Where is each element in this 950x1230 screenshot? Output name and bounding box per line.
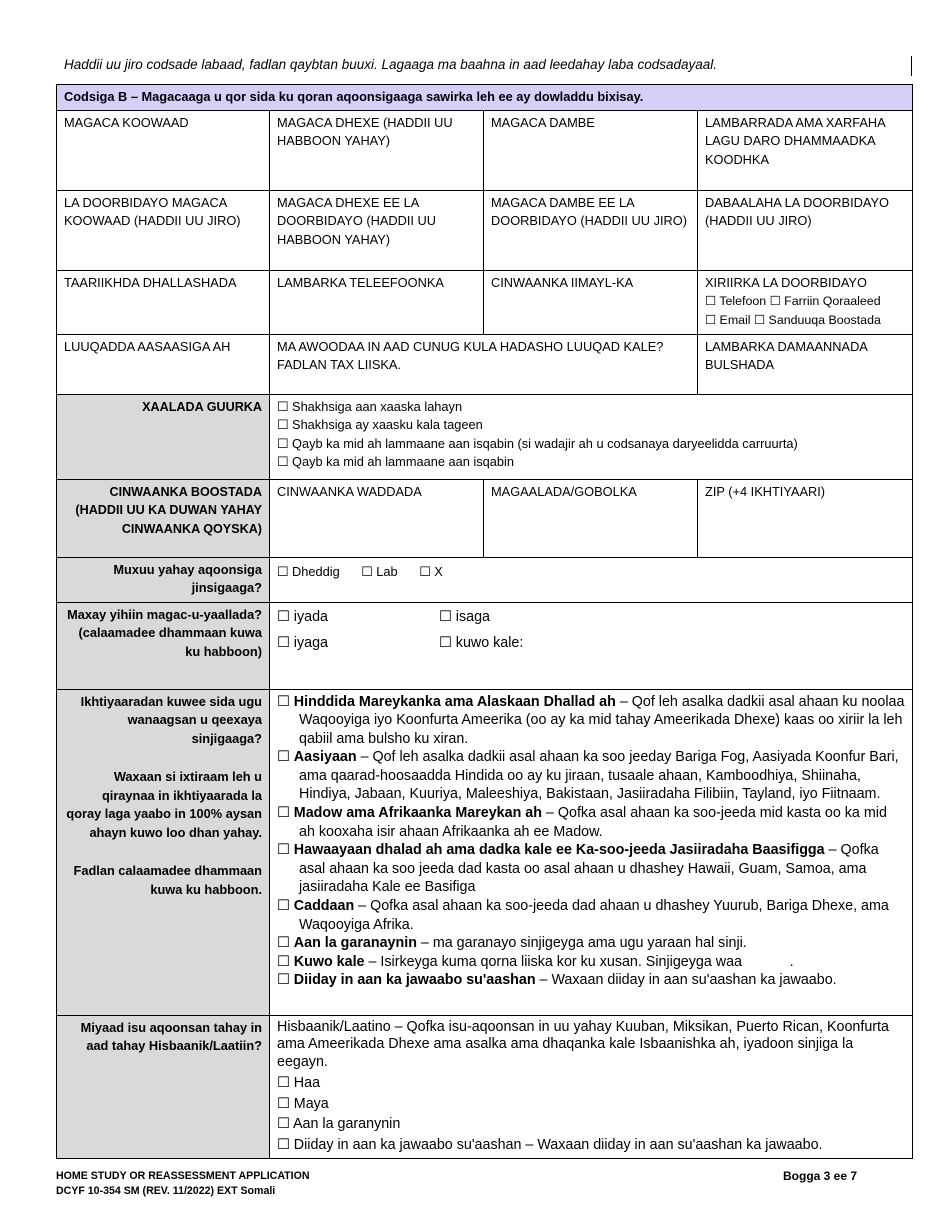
last-name-field[interactable] — [57, 110, 270, 190]
race-option-pacific-islander[interactable]: ☐ Hawaayaan dhalad ah ama dadka kale ee Ka-soo-jeeda Jasiiradaha Baasifigga – Qofka asal ahaan ka soo jeeda dad kasta oo asal ahaan u dhashey Hawaii, Guam, Samoa, ama jasiiradaha Kale ee Basifiga — [277, 842, 879, 896]
race-option-unknown[interactable]: ☐ Aan la garanaynin – ma garanayo sinjigeyga ama ugu yaraan hal sinji. — [277, 935, 747, 952]
section-title: Codsiga B – Magacaaga u qor sida ku qoran aqoonsigaaga sawirka leh ee ay dowladdu bixisay. — [57, 85, 913, 111]
form-code: DCYF 10-354 SM (REV. 11/2022) EXT Somali — [56, 1184, 276, 1197]
mailing-address-label: CINWAANKA BOOSTADA (HADDII UU KA DUWAN YAHAY CINWAANKA QOYSKA) — [57, 479, 270, 557]
preferred-middle-name-field[interactable] — [270, 190, 484, 270]
pronouns-label: Maxay yihiin magac-u-yaallada? (calaamadee dhammaan kuwa ku habboon) — [57, 602, 270, 689]
hispanic-unknown-checkbox[interactable]: ☐ Aan la garanynin — [277, 1116, 401, 1133]
middle-name-field[interactable] — [270, 110, 484, 190]
primary-language-label: LUUQADDA AASAASIGA AH — [64, 338, 231, 354]
race-label — [57, 689, 270, 1015]
marital-option-divorced[interactable]: ☐ Shakhsiga ay xaasku kala tageen — [277, 417, 483, 432]
gender-male-checkbox[interactable]: ☐ Lab — [361, 563, 398, 579]
marital-option-single[interactable]: ☐ Shakhsiga aan xaaska lahayn — [277, 398, 463, 414]
hispanic-label: Miyaad isu aqoonsan tahay in aad tahay Hisbaanik/Laatiin? — [57, 1015, 270, 1159]
city-state-field[interactable] — [484, 479, 698, 557]
gender-options — [270, 557, 913, 602]
contact-email-checkbox[interactable]: ☐ Email — [705, 312, 751, 327]
marital-status-options — [270, 394, 913, 479]
intro-note: Haddii uu jiro codsade labaad, fadlan qaybtan buuxi. Lagaaga ma baahna in aad leedahay laba codsadayaal. — [64, 57, 717, 72]
city-state-label: MAGAALADA/GOBOLKA — [491, 483, 637, 499]
email-label: CINWAANKA IIMAYL-KA — [491, 274, 634, 290]
preferred-pronoun-label: DABAALAHA LA DOORBIDAYO (HADDII UU JIRO) — [705, 194, 889, 228]
marital-option-unmarried-couple-joint[interactable]: ☐ Qayb ka mid ah lammaane aan isqabin (si wadajir ah u codsanaya daryeelidda carruurta) — [277, 435, 798, 451]
zip-label: ZIP (+4 IKHTIYAARI) — [705, 483, 826, 499]
pronoun-options — [270, 602, 913, 689]
zip-field[interactable] — [698, 479, 913, 557]
pronoun-other-checkbox[interactable]: ☐ kuwo kale: — [439, 634, 524, 651]
race-disclaimer: Waxaan si ixtiraam leh u qiraynaa in ikhtiyaarada la qoray laga yaabo in 100% aysan ahayn kuwo loo dhan yahay. — [66, 769, 262, 840]
hispanic-description: Hisbaanik/Laatino – Qofka isu-aqoonsan in uu yahay Kuuban, Miksikan, Puerto Rican, Koonfurta ama Ameerikada Dhexe ama asalka ama dhaqanka kale Isbaanishka ah, iyadoon sinjiga la eegayn. — [277, 1018, 889, 1070]
dob-label: TAARIIKHDA DHALLASHADA — [64, 274, 237, 290]
suffix-field[interactable] — [698, 110, 913, 190]
form-title: HOME STUDY OR REASSESSMENT APPLICATION — [56, 1170, 310, 1182]
hispanic-no-checkbox[interactable]: ☐ Maya — [277, 1095, 329, 1112]
preferred-middle-name-label: MAGACA DHEXE EE LA DOORBIDAYO (HADDII UU HABBOON YAHAY) — [277, 194, 437, 247]
race-option-asian[interactable]: ☐ Aasiyaan – Qof leh asalka dadkii asal ahaan ka soo jeeday Bariga Fog, Aasiyada Koonfur Bari, ama qaarad-hoosaadda Hindida oo ay ku jiraan, tusaale ahaan, Kamboodhiya, Shiinaha, Hindiya, Jabaan, Kuuriya, Maleeshiya, Bakistaan, Jasiiradaha Filibiin, Tayland, iyo Fiitnaam. — [277, 749, 899, 803]
preferred-pronoun-field[interactable] — [698, 190, 913, 270]
suffix-label: LAMBARRADA AMA XARFAHA LAGU DARO DHAMMAADKA KOODHKA — [705, 114, 885, 167]
pronoun-she-checkbox[interactable]: ☐ iyada — [277, 608, 328, 625]
phone-label: LAMBARKA TELEEFOONKA — [277, 274, 444, 290]
hispanic-yes-checkbox[interactable]: ☐ Haa — [277, 1075, 321, 1092]
applicant-b-form — [56, 84, 913, 1159]
preferred-first-name-label: MAGACA DAMBE EE LA DOORBIDAYO (HADDII UU JIRO) — [491, 194, 687, 228]
preferred-last-name-label: LA DOORBIDAYO MAGACA KOOWAAD (HADDII UU JIRO) — [64, 194, 241, 228]
form-footer — [56, 1169, 310, 1198]
pronoun-they-checkbox[interactable]: ☐ iyaga — [277, 634, 328, 651]
gender-label: Muxuu yahay aqoonsiga jinsigaaga? — [57, 557, 270, 602]
preferred-contact-field — [698, 270, 913, 334]
first-name-field[interactable] — [484, 110, 698, 190]
preferred-first-name-field[interactable] — [484, 190, 698, 270]
contact-mail-checkbox[interactable]: ☐ Sanduuqa Boostada — [754, 312, 881, 327]
email-field[interactable] — [484, 270, 698, 334]
contact-text-checkbox[interactable]: ☐ Farriin Qoraaleed — [769, 294, 881, 308]
page-number: Bogga 3 ee 7 — [783, 1169, 858, 1183]
other-language-field[interactable] — [270, 334, 698, 394]
race-options — [270, 689, 913, 1015]
marital-option-unmarried-couple[interactable]: ☐ Qayb ka mid ah lammaane aan isqabin — [277, 454, 514, 469]
pronoun-he-checkbox[interactable]: ☐ isaga — [439, 608, 490, 625]
contact-phone-checkbox[interactable]: ☐ Telefoon — [705, 294, 767, 308]
race-option-other[interactable]: ☐ Kuwo kale – Isirkeyga kuma qorna liiska kor ku xusan. Sinjigeyga waa . — [277, 953, 794, 970]
hispanic-declined-checkbox[interactable]: ☐ Diiday in aan ka jawaabo su'aashan – Waxaan diiday in aan su'aashan ka jawaabo. — [277, 1136, 823, 1153]
last-name-label: MAGACA KOOWAAD — [64, 114, 189, 130]
other-language-label: MA AWOODAA IN AAD CUNUG KULA HADASHO LUUQAD KALE? FADLAN TAX LIISKA. — [277, 338, 664, 372]
middle-name-label: MAGACA DHEXE (HADDII UU HABBOON YAHAY) — [277, 114, 453, 148]
preferred-contact-label: XIRIIRKA LA DOORBIDAYO — [705, 274, 867, 290]
ssn-field[interactable] — [698, 334, 913, 394]
street-field[interactable] — [270, 479, 484, 557]
phone-field[interactable] — [270, 270, 484, 334]
primary-language-field[interactable] — [57, 334, 270, 394]
preferred-last-name-field[interactable] — [57, 190, 270, 270]
marital-status-label: XAALADA GUURKA — [57, 394, 270, 479]
gender-x-checkbox[interactable]: ☐ X — [419, 563, 443, 579]
ssn-label: LAMBARKA DAMAANNADA BULSHADA — [705, 338, 868, 372]
dob-field[interactable] — [57, 270, 270, 334]
first-name-label: MAGACA DAMBE — [491, 114, 595, 130]
margin-bar — [911, 56, 912, 76]
race-option-declined[interactable]: ☐ Diiday in aan ka jawaabo su'aashan – Waxaan diiday in aan su'aashan ka jawaabo. — [277, 972, 837, 989]
race-question: Ikhtiyaaradan kuwee sida ugu wanaagsan u qeexaya sinjigaaga? — [80, 693, 262, 746]
race-option-white[interactable]: ☐ Caddaan – Qofka asal ahaan ka soo-jeeda dad ahaan u dhashey Yuurub, Bariga Dhexe, ama Waqooyiga Afrika. — [277, 898, 889, 933]
gender-female-checkbox[interactable]: ☐ Dheddig — [277, 563, 340, 579]
race-instruction: Fadlan calaamadee dhammaan kuwa ku habboon. — [73, 863, 262, 897]
street-label: CINWAANKA WADDADA — [277, 483, 422, 499]
hispanic-options — [270, 1015, 913, 1159]
race-option-native-american[interactable]: ☐ Hinddida Mareykanka ama Alaskaan Dhallad ah – Qof leh asalka dadkii asal ahaan ku noolaa Waqooyiga iyo Koonfurta Ameerika (oo ay ka mid tahay Ameerikada Dhexe) kaas oo xiriir la leh qabiil ama bulsho ku xiran. — [277, 693, 905, 747]
race-option-black[interactable]: ☐ Madow ama Afrikaanka Mareykan ah – Qofka asal ahaan ka soo-jeeda mid kasta oo ka mid ah kooxaha isir ahaan Afrikaanka ah ee Madow. — [277, 805, 887, 840]
